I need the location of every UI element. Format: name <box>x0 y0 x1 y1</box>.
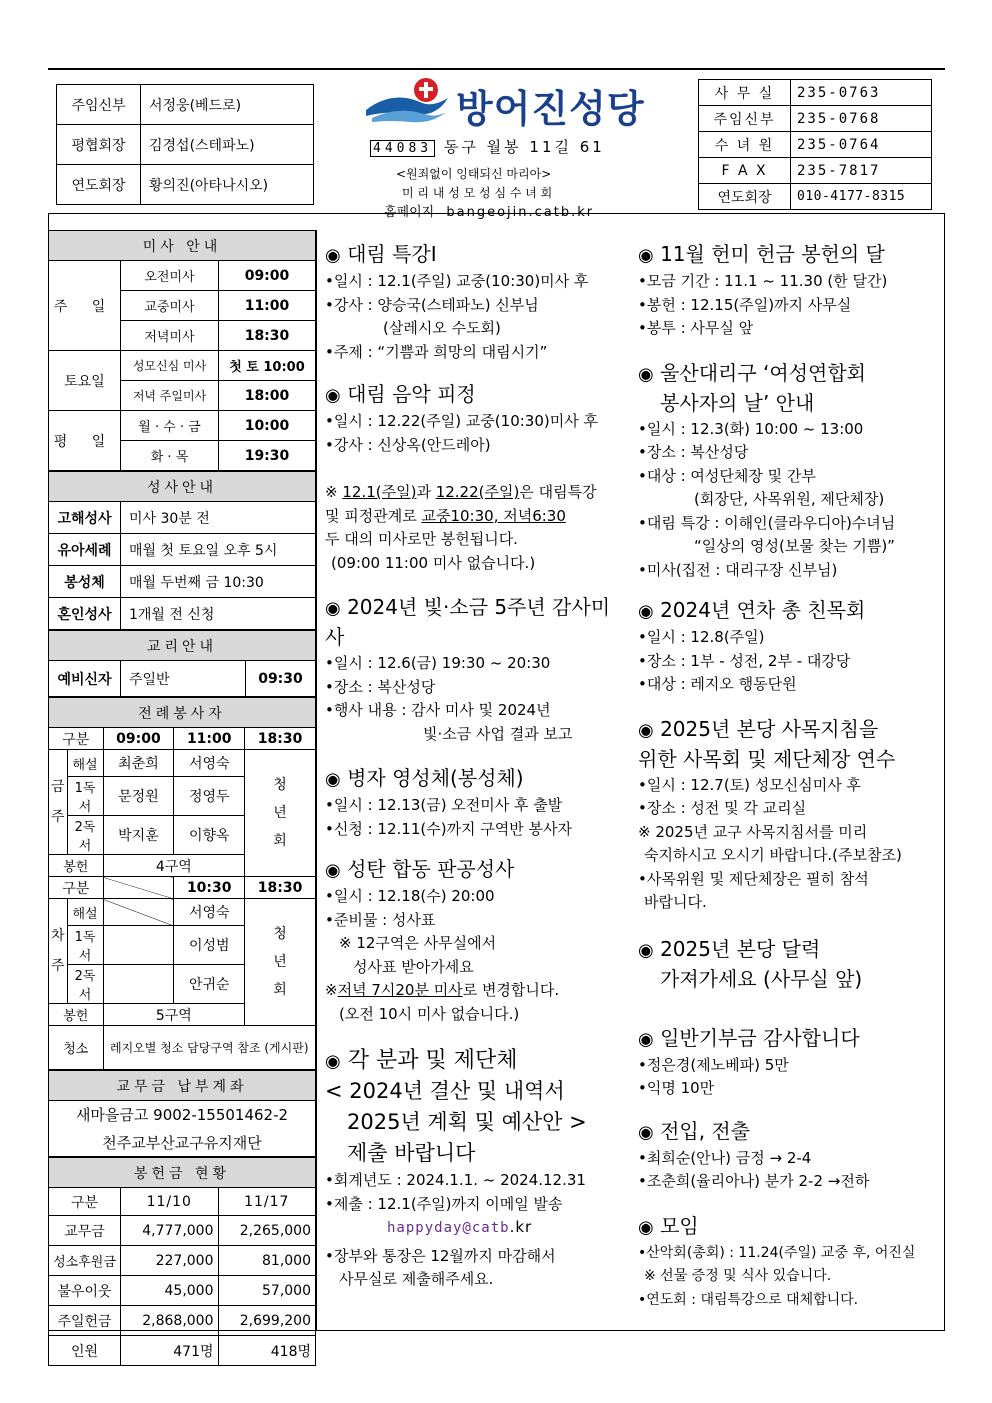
offering-value: 227,000 <box>121 1246 219 1276</box>
mass-name: 오전미사 <box>121 261 219 291</box>
minister: 서영숙 <box>174 750 245 777</box>
section-title: 각 분과 및 제단체 <box>347 1048 518 1073</box>
notice-line: 성사표 받아가세요 <box>353 957 474 976</box>
offering-value: 471명 <box>121 1336 219 1366</box>
notice-line: •강사 : 신상옥(안드레아) <box>325 435 491 454</box>
contact-label: F A X <box>699 158 791 184</box>
week2-label <box>49 899 68 1004</box>
sisters-line: 미 리 내 성 모 성 심 수 녀 회 <box>402 186 553 200</box>
liturgy-table <box>48 697 316 1070</box>
target-bullet-icon: ◉ <box>638 1216 654 1238</box>
section-heading <box>325 1046 625 1076</box>
contact-value: 010-4177-8315 <box>791 184 932 210</box>
notice-line: •장소 : 1부 - 성전, 2부 - 대강당 <box>638 651 851 670</box>
notice-line: •일시 : 12.1(주일) 교중(10:30)미사 후 <box>325 272 589 290</box>
notice-line: •주제 : “기쁨과 희망의 대림시기” <box>325 342 548 361</box>
notice-line: •익명 10만 <box>638 1079 715 1097</box>
top-rule <box>48 68 945 70</box>
section-heading <box>638 240 938 270</box>
minister: 박지훈 <box>103 816 174 855</box>
mass-name: 저녁 주일미사 <box>121 381 219 411</box>
section-heading <box>325 855 625 885</box>
sacrament-label: 유아세례 <box>49 534 121 566</box>
section-title-line2: 봉사자의 날’ 안내 <box>660 390 815 415</box>
staff-label: 연도회장 <box>57 165 141 205</box>
staff-value: 서정웅(베드로) <box>141 85 314 125</box>
left-column <box>48 230 317 1360</box>
notice-line: •미사(집전 : 대리구장 신부님) <box>638 560 838 579</box>
staff-label: 평협회장 <box>57 125 141 165</box>
notice-line: •모금 기간 : 11.1 ~ 11.30 (한 달간) <box>638 272 888 290</box>
notice-line: •장소 : 성전 및 각 교리실 <box>638 799 807 817</box>
section-title: 2025년 본당 사목지침을 <box>660 716 879 741</box>
youth-char: 회 <box>273 833 287 849</box>
section-title: 대림 음악 피정 <box>347 382 476 406</box>
notice-line: •일시 : 12.8(주일) <box>638 628 765 646</box>
address-text: 동구 월봉 11길 61 <box>443 138 605 156</box>
notice-line: (09:00 11:00 미사 없습니다.) <box>331 553 536 572</box>
notice-line <box>325 979 625 1003</box>
account-title: 교무금 납부계좌 <box>49 1071 316 1101</box>
doctrine-title: 교리안내 <box>49 631 316 661</box>
mass-name: 화 · 목 <box>121 441 219 471</box>
role: 1독서 <box>67 926 103 965</box>
notice-line: •회계년도 : 2024.1.1. ~ 2024.12.31 <box>325 1171 586 1189</box>
target-bullet-icon: ◉ <box>325 598 341 619</box>
email-suffix: .kr <box>509 1218 533 1236</box>
mass-time: 09:00 <box>219 261 316 291</box>
week1-label <box>49 750 68 855</box>
account-number: 새마을금고 9002-15501462-2 <box>49 1101 316 1129</box>
target-bullet-icon: ◉ <box>638 939 654 961</box>
section-heading <box>638 935 938 965</box>
section-title: 병자 영성체(봉성체) <box>347 766 524 790</box>
empty-slash-cell <box>103 877 174 899</box>
section-title: 2024년 연차 총 친목회 <box>660 598 866 622</box>
target-bullet-icon: ◉ <box>325 385 341 406</box>
staff-value: 김경섭(스테파노) <box>141 125 314 165</box>
liturgy-time: 09:00 <box>103 728 174 750</box>
offering-header: 11/10 <box>121 1188 219 1216</box>
staff-value: 황의진(아타나시오) <box>141 165 314 205</box>
minister: 문정원 <box>103 777 174 816</box>
sacrament-title: 성사안내 <box>49 472 316 502</box>
notice-line: •대상 : 레지오 행동단원 <box>638 675 797 693</box>
mass-time: 19:30 <box>219 441 316 471</box>
section-heading <box>638 1024 938 1054</box>
notice-line: •준비물 : 성사표 <box>325 910 436 929</box>
contact-label: 주임신부 <box>699 106 791 132</box>
target-bullet-icon: ◉ <box>638 245 654 266</box>
section-title-line2: 가져가세요 (사무실 앞) <box>660 966 863 991</box>
address-line <box>370 136 605 157</box>
role: 1독서 <box>67 777 103 816</box>
mass-name: 교중미사 <box>121 291 219 321</box>
homepage-url[interactable]: bangeojin.catb.kr <box>446 205 595 220</box>
notice-line <box>325 505 625 529</box>
section-title: 2025년 본당 달력 <box>660 936 821 961</box>
liturgy-title: 전례봉사자 <box>49 698 316 728</box>
section-heading <box>638 1117 938 1147</box>
target-bullet-icon: ◉ <box>638 601 654 622</box>
sacrament-value: 미사 30분 전 <box>121 502 316 534</box>
notice-line: •강사 : 양승국(스테파노) 신부님 <box>325 295 539 314</box>
church-title: 방어진성당 <box>456 87 645 131</box>
doctrine-time: 09:30 <box>246 661 316 697</box>
empty-slash-cell <box>103 899 174 926</box>
mass-time: 18:30 <box>219 321 316 351</box>
role: 해설 <box>67 750 103 777</box>
note-text: 은 대림특강 <box>519 483 597 501</box>
week2-label-2: 주 <box>51 958 65 974</box>
offering-value: 2,265,000 <box>218 1216 316 1246</box>
note-date: 12.1(주일) <box>342 483 417 501</box>
section-heading <box>638 359 938 389</box>
sacrament-table <box>48 471 316 630</box>
target-bullet-icon: ◉ <box>638 1121 654 1143</box>
sacrament-value: 1개월 전 신청 <box>121 598 316 630</box>
section-heading <box>638 596 938 626</box>
notice-line: •장소 : 복산성당 <box>638 443 749 461</box>
notice-line: 두 대의 미사로만 봉헌됩니다. <box>325 530 518 548</box>
cleaning-value: 레지오별 청소 담당구역 참조 (게시판) <box>103 1026 315 1070</box>
offering-value: 45,000 <box>121 1276 219 1306</box>
youth-char: 청 <box>273 926 287 942</box>
role: 해설 <box>67 899 103 926</box>
email-line[interactable] <box>325 1216 625 1241</box>
role: 봉헌 <box>49 1004 104 1026</box>
notice-line: •사목위원 및 제단체장은 필히 참석 <box>638 869 869 888</box>
section-heading <box>638 715 938 745</box>
account-owner: 천주교부산교구유지재단 <box>49 1129 316 1157</box>
church-logo <box>362 76 452 126</box>
contact-value: 235-7817 <box>791 158 932 184</box>
notice-big-line: 제출 바랍니다 <box>347 1141 476 1165</box>
target-bullet-icon: ◉ <box>325 245 341 266</box>
mass-time: 11:00 <box>219 291 316 321</box>
note-text: 및 피정관계로 <box>325 506 422 525</box>
note-date: 12.22(주일) <box>435 483 520 501</box>
notice-line: 빛·소금 사업 결과 보고 <box>423 724 573 743</box>
notice-line: ※ 2025년 교구 사목지침서를 미리 <box>638 822 868 841</box>
section-heading <box>638 1212 938 1242</box>
notice-line: •신청 : 12.11(수)까지 구역반 봉사자 <box>325 819 573 838</box>
mass-time: 10:00 <box>219 411 316 441</box>
youth-char: 년 <box>273 805 287 821</box>
section-title: 모임 <box>660 1213 699 1238</box>
mass-time: 18:00 <box>219 381 316 411</box>
right-column <box>638 234 938 1312</box>
notice-line: •조춘희(율리아나) 분가 2-2 →전하 <box>638 1172 870 1190</box>
week2-label-1: 차 <box>51 928 65 944</box>
notice-line <box>325 481 625 505</box>
mass-name: 성모신심 미사 <box>121 351 219 381</box>
contact-label: 사 무 실 <box>699 80 791 106</box>
note-text: 과 <box>416 483 436 501</box>
sacrament-label: 봉성체 <box>49 566 121 598</box>
liturgy-time: 18:30 <box>245 728 316 750</box>
notice-line: (살레시오 수도회) <box>383 319 501 337</box>
offering-label: 불우이웃 <box>49 1276 121 1306</box>
offering-zone: 4구역 <box>103 855 245 877</box>
notice-line: •대상 : 여성단체장 및 간부 <box>638 466 816 485</box>
target-bullet-icon: ◉ <box>638 1028 654 1050</box>
notice-line: •일시 : 12.3(화) 10:00 ~ 13:00 <box>638 419 864 438</box>
email-link[interactable]: happyday@catb <box>387 1220 510 1236</box>
notice-line: 사무실로 제출해주세요. <box>339 1270 494 1288</box>
section-title: 성탄 합동 판공성사 <box>347 857 515 881</box>
target-bullet-icon: ◉ <box>325 769 341 790</box>
notice-line: •제출 : 12.1(주일)까지 이메일 발송 <box>325 1194 563 1213</box>
youth-char: 청 <box>273 777 287 793</box>
account-table <box>48 1070 316 1157</box>
sacrament-value: 매월 두번째 금 10:30 <box>121 566 316 598</box>
youth-group <box>245 750 316 877</box>
notice-big-line: < 2024년 결산 및 내역서 <box>325 1079 565 1103</box>
offering-label: 성소후원금 <box>49 1246 121 1276</box>
youth-group <box>245 899 316 1026</box>
contact-label: 연도회장 <box>699 184 791 210</box>
offering-zone: 5구역 <box>103 1004 245 1026</box>
notice-line: •정은경(제노베파) 5만 <box>638 1055 789 1074</box>
target-bullet-icon: ◉ <box>325 860 341 881</box>
offering-title: 봉헌금 현황 <box>49 1158 316 1188</box>
address-code: 44083 <box>370 140 435 157</box>
notice-line: •일시 : 12.7(토) 성모신심미사 후 <box>638 775 861 794</box>
note-mark: ※ <box>325 981 338 999</box>
minister: 이향옥 <box>174 816 245 855</box>
patron-line: <원죄없이 잉태되신 마리아> <box>396 167 552 181</box>
section-title: 울산대리구 ‘여성연합회 <box>660 360 866 385</box>
liturgy-gubun: 구분 <box>49 877 104 899</box>
section-title: 전입, 전출 <box>660 1118 751 1143</box>
liturgy-time: 18:30 <box>245 877 316 899</box>
liturgy-time: 10:30 <box>174 877 245 899</box>
target-bullet-icon: ◉ <box>638 719 654 741</box>
notice-line: ※ 선물 증정 및 식사 있습니다. <box>644 1268 832 1284</box>
doctrine-label: 예비신자 <box>49 661 121 697</box>
notice-line: 바랍니다. <box>644 893 707 911</box>
notice-line: •봉헌 : 12.15(주일)까지 사무실 <box>638 295 852 314</box>
notice-line: •일시 : 12.22(주일) 교중(10:30)미사 후 <box>325 412 598 430</box>
section-heading <box>325 240 625 270</box>
role: 2독서 <box>67 816 103 855</box>
notice-line: •일시 : 12.18(수) 20:00 <box>325 887 495 905</box>
note-text: 로 변경합니다. <box>462 981 560 999</box>
target-bullet-icon: ◉ <box>325 1051 341 1072</box>
offering-table <box>48 1157 316 1366</box>
notice-line: (오전 10시 미사 없습니다.) <box>339 1004 520 1023</box>
staff-box <box>56 84 314 205</box>
role: 2독서 <box>67 965 103 1004</box>
week1-label-2: 주 <box>51 809 65 825</box>
minister: 서영숙 <box>174 899 245 926</box>
target-bullet-icon: ◉ <box>638 363 654 385</box>
contact-value: 235-0768 <box>791 106 932 132</box>
section-heading <box>325 380 625 410</box>
week1-label-1: 금 <box>51 779 65 795</box>
liturgy-time: 11:00 <box>174 728 245 750</box>
offering-value: 81,000 <box>218 1246 316 1276</box>
mass-time: 첫 토 10:00 <box>219 351 316 381</box>
note-times: 교중10:30, 저녁6:30 <box>421 506 566 525</box>
contact-value: 235-0764 <box>791 132 932 158</box>
notice-line: (회장단, 사목위원, 제단체장) <box>694 490 885 508</box>
notice-line: •산악회(총회) : 11.24(주일) 교중 후, 어진실 <box>638 1244 916 1261</box>
notice-line: •행사 내용 : 감사 미사 및 2024년 <box>325 701 551 719</box>
logo-icon <box>362 76 452 126</box>
notice-line: 숙지하시고 오시기 바랍니다.(주보참조) <box>644 846 902 864</box>
section-title: 11월 헌미 헌금 봉헌의 달 <box>660 242 885 266</box>
offering-header: 11/17 <box>218 1188 316 1216</box>
notice-line: •장소 : 복산성당 <box>325 677 436 696</box>
offering-value: 4,777,000 <box>121 1216 219 1246</box>
notice-line: “일상의 영성(보물 찾는 기쁨)” <box>694 537 895 555</box>
minister: 안귀순 <box>174 965 245 1004</box>
sunday-label: 주 일 <box>49 261 121 351</box>
contact-label: 수 녀 원 <box>699 132 791 158</box>
mass-name: 월 · 수 · 금 <box>121 411 219 441</box>
offering-header: 구분 <box>49 1188 121 1216</box>
notice-line: •장부와 통장은 12월까지 마감해서 <box>325 1246 556 1265</box>
offering-value: 418명 <box>218 1336 316 1366</box>
sacrament-value: 매월 첫 토요일 오후 5시 <box>121 534 316 566</box>
offering-label: 주일헌금 <box>49 1306 121 1336</box>
notice-line: •연도회 : 대림특강으로 대체합니다. <box>638 1291 859 1308</box>
role: 봉헌 <box>49 855 104 877</box>
sacrament-label: 고해성사 <box>49 502 121 534</box>
doctrine-table <box>48 630 316 697</box>
notice-line: ※ 12구역은 사무실에서 <box>339 934 497 952</box>
mass-table <box>48 230 316 471</box>
section-heading <box>325 593 625 652</box>
minister: 이성범 <box>174 926 245 965</box>
liturgy-gubun: 구분 <box>49 728 104 750</box>
sacrament-label: 혼인성사 <box>49 598 121 630</box>
note-mark: ※ <box>325 483 343 501</box>
offering-value: 2,868,000 <box>121 1306 219 1336</box>
youth-char: 년 <box>273 954 287 970</box>
mass-name: 저녁미사 <box>121 321 219 351</box>
offering-label: 인원 <box>49 1336 121 1366</box>
doctrine-value: 주일반 <box>121 661 246 697</box>
notice-line: •대림 특강 : 이해인(클라우디아)수녀님 <box>638 513 896 532</box>
mass-title: 미사 안내 <box>49 231 316 261</box>
staff-label: 주임신부 <box>57 85 141 125</box>
notice-line: •일시 : 12.13(금) 오전미사 후 출발 <box>325 796 563 814</box>
section-title: 일반기부금 감사합니다 <box>660 1025 860 1050</box>
contact-box <box>698 79 932 210</box>
empty-cell <box>103 965 174 1004</box>
cleaning-label: 청소 <box>49 1026 104 1070</box>
note-time: 저녁 7시20분 미사 <box>337 981 463 999</box>
homepage-label: 홈페이지 <box>384 205 435 220</box>
minister: 최춘희 <box>103 750 174 777</box>
weekday-label: 평 일 <box>49 411 121 471</box>
offering-value: 57,000 <box>218 1276 316 1306</box>
notice-line: •봉투 : 사무실 앞 <box>638 319 754 337</box>
minister: 정영두 <box>174 777 245 816</box>
section-title-line2: 위한 사목회 및 제단체장 연수 <box>638 746 896 771</box>
contact-value: 235-0763 <box>791 80 932 106</box>
offering-value: 2,699,200 <box>218 1306 316 1336</box>
notice-line: •일시 : 12.6(금) 19:30 ~ 20:30 <box>325 654 551 672</box>
empty-cell <box>103 926 174 965</box>
section-title: 2024년 빛·소금 5주년 감사미사 <box>325 595 611 649</box>
offering-label: 교무금 <box>49 1216 121 1246</box>
section-heading <box>325 764 625 794</box>
notice-line: •최희순(안나) 금정 → 2-4 <box>638 1148 812 1167</box>
notice-big-line: 2025년 계획 및 예산안 > <box>347 1110 587 1134</box>
middle-column <box>325 234 625 1292</box>
section-title: 대림 특강Ⅰ <box>347 242 437 266</box>
youth-char: 회 <box>273 982 287 998</box>
saturday-label: 토요일 <box>49 351 121 411</box>
